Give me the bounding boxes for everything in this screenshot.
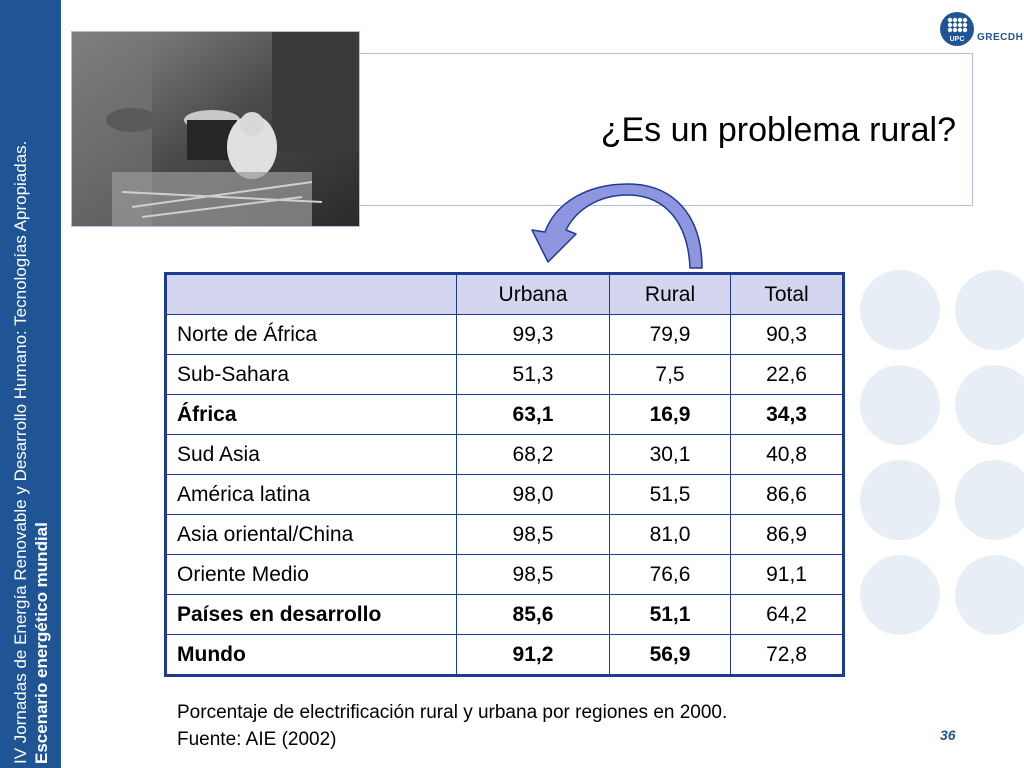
- region-cell: África: [166, 395, 457, 435]
- curved-arrow-icon: [518, 180, 718, 270]
- page-number: 36: [940, 727, 956, 743]
- rural-cell: 51,5: [609, 475, 730, 515]
- table-row: [166, 595, 844, 635]
- electrification-table: [164, 272, 845, 677]
- table-row: [166, 515, 844, 555]
- region-cell: Sub-Sahara: [166, 355, 457, 395]
- rural-cell: 7,5: [609, 355, 730, 395]
- header-rural: Rural: [609, 274, 730, 315]
- upc-logo-icon: [940, 12, 974, 46]
- rural-cell: 30,1: [609, 435, 730, 475]
- total-cell: 34,3: [731, 395, 844, 435]
- total-cell: 86,9: [731, 515, 844, 555]
- rural-cell: 76,6: [609, 555, 730, 595]
- region-cell: Norte de África: [166, 315, 457, 355]
- header-urbana: Urbana: [457, 274, 610, 315]
- total-cell: 22,6: [731, 355, 844, 395]
- urbana-cell: 51,3: [457, 355, 610, 395]
- upc-logo: [940, 12, 1024, 52]
- table-row: [166, 555, 844, 595]
- watermark-dot: [860, 365, 940, 445]
- header-total: Total: [731, 274, 844, 315]
- event-title: IV Jornadas de Energía Renovable y Desarrollo Humano: Tecnologías Apropiadas.: [11, 140, 30, 764]
- table-row: [166, 315, 844, 355]
- region-cell: Mundo: [166, 635, 457, 676]
- total-cell: 86,6: [731, 475, 844, 515]
- region-cell: Asia oriental/China: [166, 515, 457, 555]
- urbana-cell: 98,5: [457, 555, 610, 595]
- caption-description: Porcentaje de electrificación rural y urbana por regiones en 2000.: [177, 702, 728, 723]
- region-cell: América latina: [166, 475, 457, 515]
- header-region: [166, 274, 457, 315]
- table-row: [166, 435, 844, 475]
- table-row: [166, 395, 844, 435]
- urbana-cell: 91,2: [457, 635, 610, 676]
- total-cell: 40,8: [731, 435, 844, 475]
- urbana-cell: 98,0: [457, 475, 610, 515]
- watermark-dot: [955, 555, 1024, 635]
- total-cell: 72,8: [731, 635, 844, 676]
- urbana-cell: 98,5: [457, 515, 610, 555]
- watermark-dot: [860, 460, 940, 540]
- urbana-cell: 99,3: [457, 315, 610, 355]
- slide-title: ¿Es un problema rural?: [600, 111, 956, 149]
- rural-kitchen-photo: [71, 31, 360, 227]
- region-cell: Oriente Medio: [166, 555, 457, 595]
- rural-cell: 51,1: [609, 595, 730, 635]
- total-cell: 91,1: [731, 555, 844, 595]
- section-title: Escenario energético mundial: [32, 522, 51, 764]
- rural-cell: 79,9: [609, 315, 730, 355]
- table-row: [166, 635, 844, 676]
- logo-mark-text: UPC: [949, 36, 965, 43]
- rural-cell: 81,0: [609, 515, 730, 555]
- total-cell: 64,2: [731, 595, 844, 635]
- rural-cell: 56,9: [609, 635, 730, 676]
- sidebar-text: [10, 4, 52, 764]
- watermark-dot: [860, 555, 940, 635]
- table-row: [166, 355, 844, 395]
- urbana-cell: 85,6: [457, 595, 610, 635]
- watermark-dot: [955, 365, 1024, 445]
- watermark-dot: [955, 460, 1024, 540]
- region-cell: Sud Asia: [166, 435, 457, 475]
- sidebar: [0, 0, 61, 768]
- caption-source: Fuente: AIE (2002): [177, 729, 337, 750]
- rural-cell: 16,9: [609, 395, 730, 435]
- urbana-cell: 63,1: [457, 395, 610, 435]
- total-cell: 90,3: [731, 315, 844, 355]
- watermark-dot: [860, 270, 940, 350]
- logo-text: GRECDH: [977, 32, 1024, 43]
- region-cell: Países en desarrollo: [166, 595, 457, 635]
- table-row: [166, 475, 844, 515]
- table-caption: [177, 699, 727, 753]
- table-header-row: [166, 274, 844, 315]
- urbana-cell: 68,2: [457, 435, 610, 475]
- watermark-dot: [955, 270, 1024, 350]
